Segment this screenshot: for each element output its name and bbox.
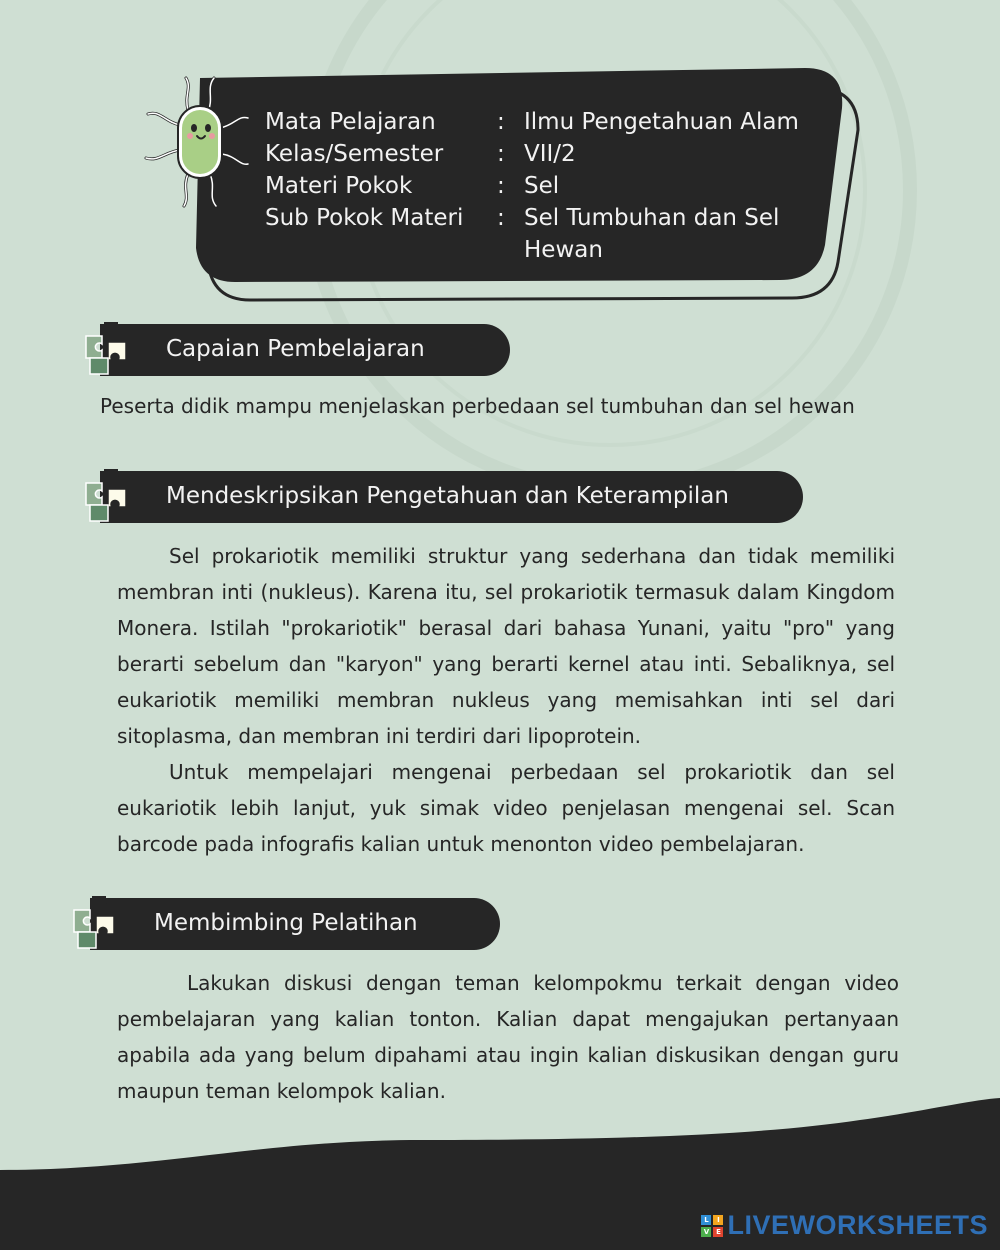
puzzle-icon: [82, 318, 144, 380]
bacteria-mascot-icon: [140, 70, 250, 210]
mark-letter: E: [713, 1227, 723, 1237]
info-colon: :: [497, 109, 505, 135]
puzzle-icon: [82, 465, 144, 527]
brand-text: LIVEWORKSHEETS: [727, 1210, 988, 1240]
info-label: Kelas/Semester: [265, 141, 444, 167]
liveworksheets-logo[interactable]: [701, 1210, 988, 1241]
info-label: Sub Pokok Materi: [265, 205, 464, 231]
info-colon: :: [497, 205, 505, 231]
pelatihan-body: [117, 965, 899, 1109]
section-title: Capaian Pembelajaran: [166, 336, 425, 362]
mark-letter: L: [701, 1215, 711, 1225]
lesson-info-table: [265, 106, 814, 266]
section-title: Membimbing Pelatihan: [154, 910, 418, 936]
paragraph: Lakukan diskusi dengan teman kelompokmu terkait dengan video pembelajaran yang kalian tonton. Kalian dapat mengajukan pertanyaan apabila ada yang belum dipahami atau ingin kalian diskusikan dengan guru maupun teman kelompok kalian.: [117, 971, 899, 1103]
info-colon: :: [497, 173, 505, 199]
info-row-subtopic: [265, 202, 814, 266]
paragraph: Untuk mempelajari mengenai perbedaan sel prokariotik dan sel eukariotik lebih lanjut, yuk simak video penjelasan mengenai sel. Scan barcode pada infografis kalian untuk menonton video pembelajaran.: [117, 760, 895, 856]
info-row-class: [265, 138, 814, 170]
info-row-topic: [265, 170, 814, 202]
info-label: Materi Pokok: [265, 173, 413, 199]
info-colon: :: [497, 141, 505, 167]
capaian-text: Peserta didik mampu menjelaskan perbedaan sel tumbuhan dan sel hewan: [100, 394, 855, 418]
mark-letter: I: [713, 1215, 723, 1225]
info-value: Ilmu Pengetahuan Alam: [524, 109, 799, 135]
info-row-subject: [265, 106, 814, 138]
section-title: Mendeskripsikan Pengetahuan dan Keterampilan: [166, 483, 729, 509]
info-value: Sel Tumbuhan dan Sel Hewan: [524, 205, 780, 263]
paragraph: Sel prokariotik memiliki struktur yang sederhana dan tidak memiliki membran inti (nukleus). Karena itu, sel prokariotik termasuk dalam Kingdom Monera. Istilah "prokariotik" berasal dari bahasa Yunani, yaitu "pro" yang berarti sebelum dan "karyon" yang berarti kernel atau inti. Sebaliknya, sel eukariotik memiliki membran nukleus yang memisahkan inti sel dari sitoplasma, dan membran ini terdiri dari lipoprotein.: [117, 544, 895, 748]
puzzle-icon: [70, 892, 132, 954]
liveworksheets-mark-icon: [701, 1215, 723, 1237]
info-value: Sel: [524, 173, 560, 199]
mark-letter: V: [701, 1227, 711, 1237]
deskripsi-body: [117, 538, 895, 862]
info-value: VII/2: [524, 141, 576, 167]
info-label: Mata Pelajaran: [265, 109, 436, 135]
